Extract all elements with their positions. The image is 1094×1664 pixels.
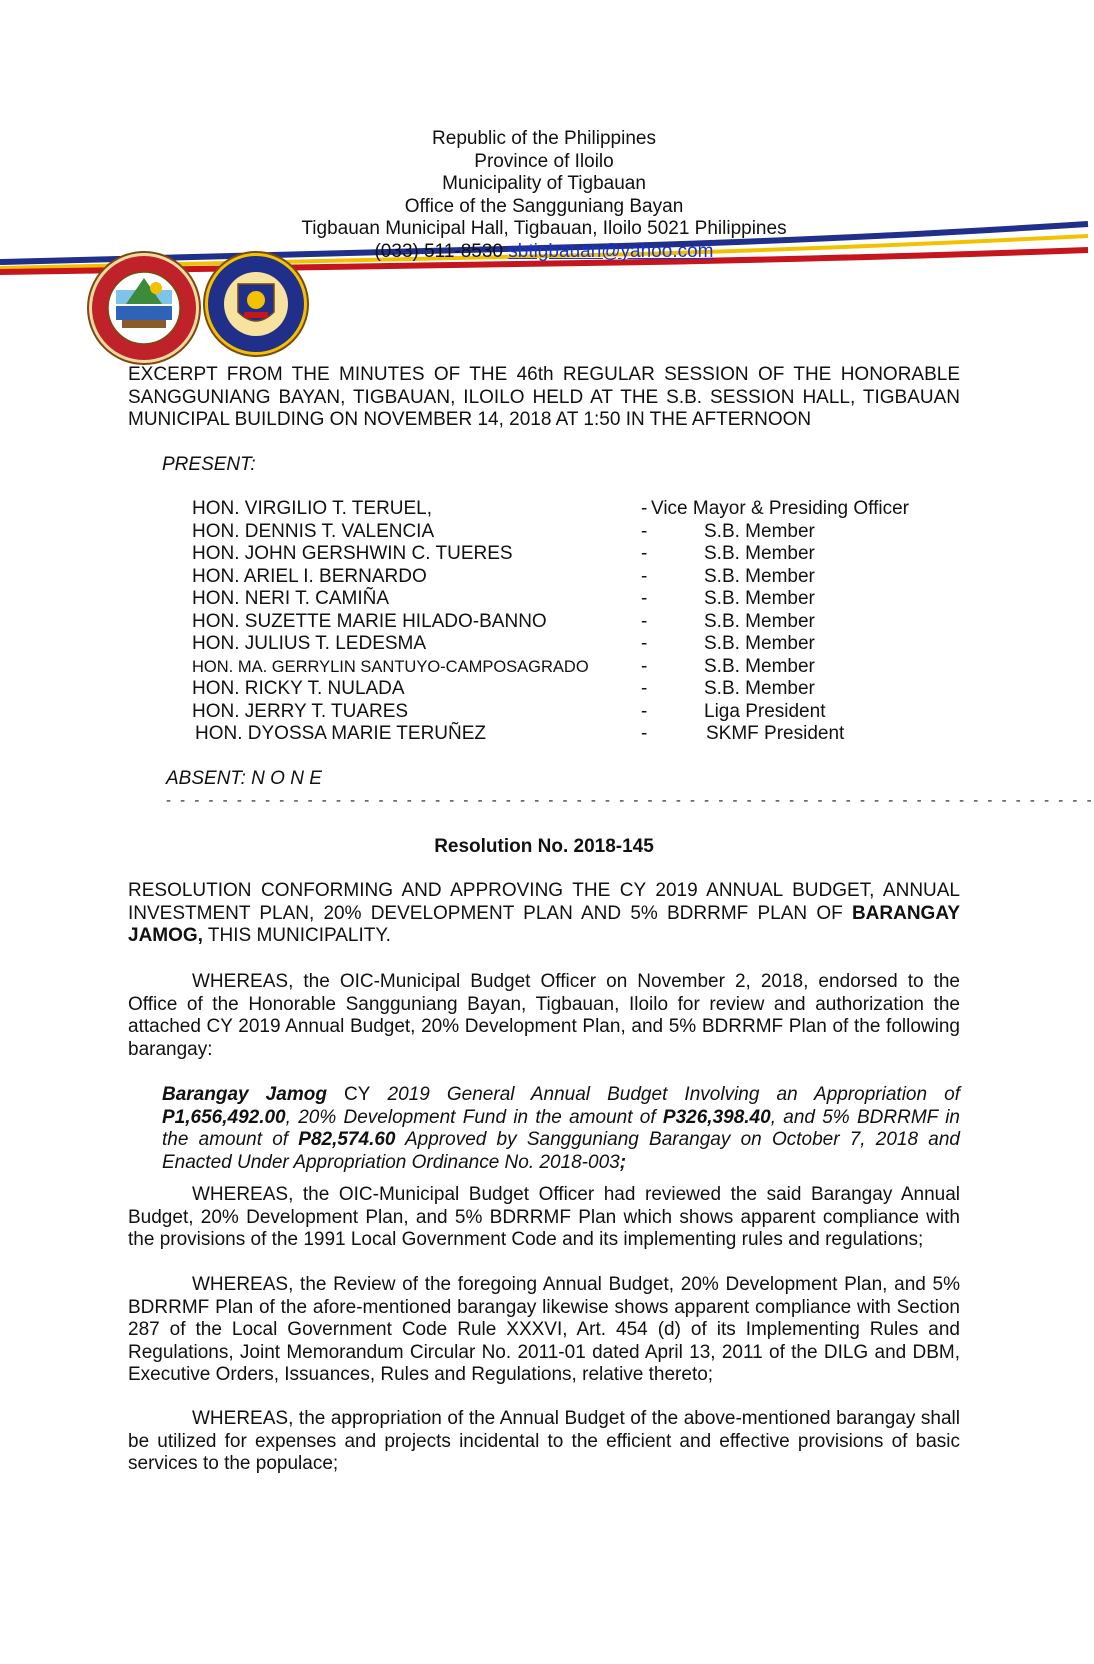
header-line: Office of the Sangguniang Bayan [404, 195, 684, 217]
whereas-paragraph: WHEREAS, the appropriation of the Annual Budget of the above-mentioned barangay shall be utilized for expenses and projects incidental to the efficient and effective provisions of basic services to the populace; [128, 1408, 960, 1474]
member-row [192, 633, 952, 656]
resolution-number: Resolution No. 2018-145 [434, 836, 654, 857]
whereas-paragraph: WHEREAS, the OIC-Municipal Budget Officer on November 2, 2018, endorsed to the Office of the Honorable Sangguniang Bayan, Tigbauan, Iloilo for review and authorization the attached CY 2019 Annual Budget, 20% Development Plan, and 5% BDRRMF Plan of the following barangay: [128, 971, 960, 1060]
member-row [192, 566, 952, 589]
attendance-list [192, 498, 952, 746]
budget-text: Approved by Sangguniang Barangay on October 7, 2018 and Enacted Under Appropriation Ordinance No. 2018-003 [162, 1129, 960, 1173]
member-dash: - [641, 700, 648, 722]
development-fund-amount: P326,398.40 [662, 1106, 771, 1128]
contact-line [0, 241, 1088, 264]
member-row [192, 588, 952, 611]
header-line: Province of Iloilo [474, 150, 614, 172]
statement-end: ; [619, 1151, 627, 1173]
divider-line: - - - - - - - - - - - - - - - - - - - - - - - - - - - - - - - - - - - - - - - - - - - - - - - - - - - - - - - - - - - - - - - - - - [166, 792, 1094, 809]
member-role: S.B. Member [704, 565, 815, 587]
member-role: S.B. Member [704, 610, 815, 632]
member-dash: - [641, 520, 648, 542]
header-line: Municipality of Tigbauan [442, 173, 646, 194]
budget-text: 2019 General Annual Budget Involving an Appropriation of [387, 1084, 960, 1105]
barangay-name: Barangay Jamog [162, 1084, 327, 1105]
member-dash: - [641, 498, 648, 519]
member-role: Liga President [704, 700, 826, 722]
member-role: SKMF President [706, 723, 845, 744]
member-row [192, 723, 952, 746]
member-dash: - [641, 543, 648, 564]
municipality-seal-icon [86, 250, 202, 366]
member-name: HON. RICKY T. NULADA [192, 678, 405, 699]
title-barangay: BARANGAY JAMOG, [128, 902, 960, 946]
email-link[interactable]: sbtigbauan@yahoo.com [508, 240, 714, 262]
member-row [192, 521, 952, 544]
member-name: HON. VIRGILIO T. TERUEL, [192, 498, 433, 519]
budget-text: , 20% Development Fund in the amount of [285, 1106, 656, 1128]
title-text: RESOLUTION CONFORMING AND APPROVING THE CY 2019 ANNUAL BUDGET, ANNUAL INVESTMENT PLAN, 20% DEVELOPMENT PLAN AND 5% BDRRMF PLAN OF [128, 880, 960, 924]
appropriation-amount: P1,656,492.00 [162, 1106, 286, 1128]
member-row [192, 701, 952, 724]
member-dash: - [641, 655, 648, 677]
whereas-paragraph: WHEREAS, the Review of the foregoing Annual Budget, 20% Development Plan, and 5% BDRRMF Plan of the afore-mentioned barangay likewise shows apparent compliance with Section 287 of the Local Government Code Rule XXXVI, Art. 454 (d) of its Implementing Rules and Regulations, Joint Memorandum Circular No. 2011-01 dated April 13, 2011 of the DILG and DBM, Executive Orders, Issuances, Rules and Regulations, relative thereto; [128, 1274, 960, 1385]
member-role: S.B. Member [704, 543, 815, 564]
resolution-title [128, 880, 960, 948]
phone-number: (033) 511-8530 [374, 240, 504, 262]
header-line: Republic of the Philippines [432, 128, 656, 149]
member-dash: - [641, 723, 648, 744]
member-name: HON. JERRY T. TUARES [192, 700, 409, 722]
whereas-paragraph: WHEREAS, the OIC-Municipal Budget Officer had reviewed the said Barangay Annual Budget, 20% Development Plan, and 5% BDRRMF Plan which shows apparent compliance with the provisions of the 1991 Local Government Code and its implementing rules and regulations; [128, 1184, 960, 1250]
cy-label: CY [344, 1084, 371, 1105]
member-name: HON. DENNIS T. VALENCIA [192, 520, 435, 542]
member-name: HON. MA. GERRYLIN SANTUYO-CAMPOSAGRADO [192, 657, 589, 676]
member-dash: - [641, 678, 648, 699]
member-row [192, 498, 952, 521]
budget-statement [162, 1084, 960, 1174]
member-dash: - [641, 633, 648, 654]
title-text-end: THIS MUNICIPALITY. [202, 925, 391, 946]
member-role: S.B. Member [704, 520, 815, 542]
header-line: Tigbauan Municipal Hall, Tigbauan, Iloilo 5021 Philippines [301, 218, 787, 239]
absent-line: ABSENT: N O N E [166, 768, 322, 789]
member-name: HON. NERI T. CAMIÑA [192, 588, 390, 609]
member-name: HON. SUZETTE MARIE HILADO-BANNO [192, 610, 547, 632]
member-role: S.B. Member [704, 588, 815, 609]
member-role: S.B. Member [704, 678, 815, 699]
member-row [192, 678, 952, 701]
member-name: HON. DYOSSA MARIE TERUÑEZ [195, 723, 487, 744]
member-role: S.B. Member [704, 633, 815, 654]
member-dash: - [641, 565, 648, 587]
sangguniang-bayan-seal-icon [202, 250, 310, 358]
bdrrmf-amount: P82,574.60 [298, 1129, 396, 1150]
member-row [192, 543, 952, 566]
member-dash: - [641, 610, 648, 632]
member-row [192, 656, 952, 679]
excerpt-heading: EXCERPT FROM THE MINUTES OF THE 46th REGULAR SESSION OF THE HONORABLE SANGGUNIANG BAYAN, TIGBAUAN, ILOILO HELD AT THE S.B. SESSION HALL, TIGBAUAN MUNICIPAL BUILDING ON NOVEMBER 14, 2018 AT 1:50 IN THE AFTERNOON [128, 364, 960, 430]
member-name: HON. JOHN GERSHWIN C. TUERES [192, 543, 513, 564]
member-name: HON. ARIEL I. BERNARDO [192, 565, 427, 587]
member-role: S.B. Member [704, 655, 815, 677]
member-dash: - [641, 588, 648, 609]
member-role: Vice Mayor & Presiding Officer [651, 498, 910, 519]
letterhead [0, 128, 1088, 263]
present-label: PRESENT: [162, 454, 256, 475]
member-row [192, 611, 952, 634]
member-name: HON. JULIUS T. LEDESMA [192, 633, 427, 654]
budget-text: , and 5% BDRRMF in the amount of [162, 1106, 960, 1150]
